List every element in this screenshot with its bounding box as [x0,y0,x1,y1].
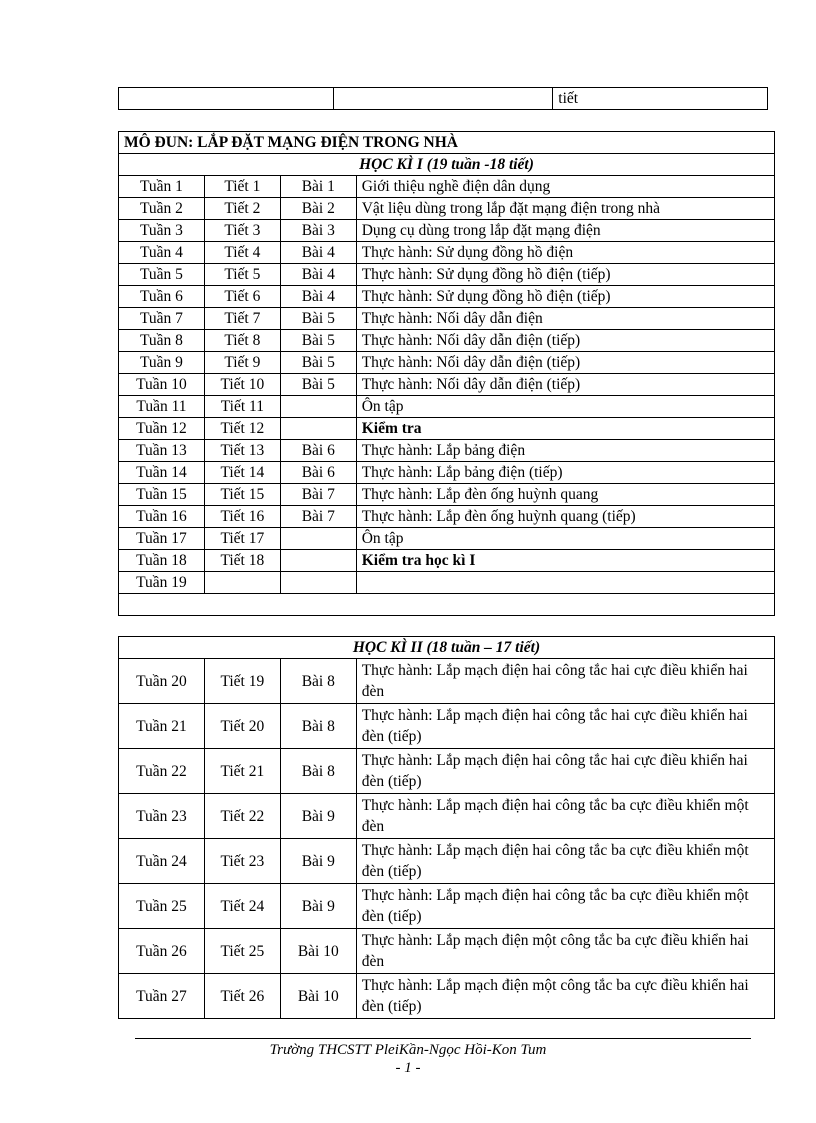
content-cell: Thực hành: Lắp bảng điện (tiếp) [356,462,774,484]
table-row [119,794,775,839]
table-row [119,462,775,484]
lesson-cell: Bài 7 [280,484,356,506]
week-cell: Tuần 12 [119,418,205,440]
table-row [119,974,775,1019]
lesson-cell: Bài 1 [280,176,356,198]
period-cell: Tiết 10 [204,374,280,396]
period-cell: Tiết 4 [204,242,280,264]
content-cell: Thực hành: Lắp mạch điện hai công tắc ba cực điều khiển một đèn [356,794,774,839]
content-cell: Giới thiệu nghề điện dân dụng [356,176,774,198]
empty-row [119,594,775,616]
period-cell: Tiết 9 [204,352,280,374]
lesson-cell: Bài 9 [280,794,356,839]
week-cell: Tuần 20 [119,659,205,704]
content-cell: Thực hành: Sử dụng đồng hồ điện (tiếp) [356,264,774,286]
week-cell: Tuần 1 [119,176,205,198]
lesson-cell: Bài 7 [280,506,356,528]
period-cell: Tiết 20 [204,704,280,749]
week-cell: Tuần 3 [119,220,205,242]
lesson-cell: Bài 3 [280,220,356,242]
lesson-cell: Bài 10 [280,929,356,974]
content-cell: Thực hành: Nối dây dẫn điện (tiếp) [356,330,774,352]
table-row [119,528,775,550]
footer-divider [135,1038,751,1039]
semester-2-body [119,659,775,1019]
table-cell [119,88,334,110]
lesson-cell [280,572,356,594]
week-cell: Tuần 9 [119,352,205,374]
period-cell: Tiết 5 [204,264,280,286]
module-title: MÔ ĐUN: LẮP ĐẶT MẠNG ĐIỆN TRONG NHÀ [119,132,775,154]
period-cell: Tiết 18 [204,550,280,572]
period-cell: Tiết 24 [204,884,280,929]
content-cell: Thực hành: Lắp mạch điện hai công tắc hai cực điều khiển hai đèn (tiếp) [356,749,774,794]
lesson-cell: Bài 6 [280,462,356,484]
table-row [119,418,775,440]
lesson-cell [280,528,356,550]
lesson-cell: Bài 2 [280,198,356,220]
content-cell: Thực hành: Lắp mạch điện hai công tắc hai cực điều khiển hai đèn (tiếp) [356,704,774,749]
week-cell: Tuần 19 [119,572,205,594]
table-row [119,839,775,884]
content-cell [356,572,774,594]
content-cell: Thực hành: Lắp mạch điện hai công tắc hai cực điều khiển hai đèn [356,659,774,704]
week-cell: Tuần 26 [119,929,205,974]
table-row [119,264,775,286]
week-cell: Tuần 13 [119,440,205,462]
week-cell: Tuần 24 [119,839,205,884]
week-cell: Tuần 8 [119,330,205,352]
lesson-cell: Bài 5 [280,330,356,352]
table-row [119,396,775,418]
week-cell: Tuần 10 [119,374,205,396]
week-cell: Tuần 27 [119,974,205,1019]
table-row [119,484,775,506]
week-cell: Tuần 11 [119,396,205,418]
lesson-cell: Bài 4 [280,264,356,286]
lesson-cell: Bài 8 [280,749,356,794]
table-row [119,88,768,110]
content-cell: Thực hành: Lắp mạch điện hai công tắc ba cực điều khiển một đèn (tiếp) [356,839,774,884]
week-cell: Tuần 23 [119,794,205,839]
lesson-cell [280,550,356,572]
semester-title-row [119,637,775,659]
footer-school: Trường THCSTT PleiKần-Ngọc Hồi-Kon Tum [269,1042,547,1058]
week-cell: Tuần 4 [119,242,205,264]
content-cell: Thực hành: Nối dây dẫn điện (tiếp) [356,374,774,396]
module-title-row [119,132,775,154]
content-cell: Thực hành: Lắp mạch điện hai công tắc ba cực điều khiển một đèn (tiếp) [356,884,774,929]
content-cell: Thực hành: Lắp mạch điện một công tắc ba cực điều khiển hai đèn (tiếp) [356,974,774,1019]
period-cell [204,572,280,594]
lesson-cell: Bài 6 [280,440,356,462]
empty-cell [119,594,775,616]
semester-1-body [119,176,775,594]
content-cell: Thực hành: Lắp bảng điện [356,440,774,462]
table-row [119,659,775,704]
table-cell: tiết [553,88,768,110]
lesson-cell [280,396,356,418]
previous-table-fragment [118,87,768,110]
lesson-cell: Bài 10 [280,974,356,1019]
content-cell: Ôn tập [356,396,774,418]
content-cell: Thực hành: Nối dây dẫn điện (tiếp) [356,352,774,374]
period-cell: Tiết 19 [204,659,280,704]
period-cell: Tiết 16 [204,506,280,528]
week-cell: Tuần 16 [119,506,205,528]
table-row [119,929,775,974]
content-cell: Thực hành: Lắp đèn ống huỳnh quang [356,484,774,506]
table-row [119,308,775,330]
content-cell: Thực hành: Sử dụng đồng hồ điện (tiếp) [356,286,774,308]
period-cell: Tiết 14 [204,462,280,484]
table-row [119,352,775,374]
week-cell: Tuần 25 [119,884,205,929]
table-row [119,374,775,396]
semester-1-table [118,131,775,616]
semester-1-title: HỌC KÌ I (19 tuần -18 tiết) [119,154,775,176]
semester-title-row [119,154,775,176]
table-row [119,550,775,572]
week-cell: Tuần 2 [119,198,205,220]
week-cell: Tuần 5 [119,264,205,286]
period-cell: Tiết 17 [204,528,280,550]
table-row [119,220,775,242]
table-row [119,884,775,929]
table-row [119,704,775,749]
content-cell: Thực hành: Sử dụng đồng hồ điện [356,242,774,264]
period-cell: Tiết 21 [204,749,280,794]
period-cell: Tiết 26 [204,974,280,1019]
period-cell: Tiết 3 [204,220,280,242]
period-cell: Tiết 2 [204,198,280,220]
lesson-cell: Bài 5 [280,352,356,374]
period-cell: Tiết 23 [204,839,280,884]
table-cell [333,88,553,110]
content-cell: Ôn tập [356,528,774,550]
period-cell: Tiết 13 [204,440,280,462]
table-row [119,440,775,462]
lesson-cell: Bài 4 [280,286,356,308]
week-cell: Tuần 18 [119,550,205,572]
table-row [119,286,775,308]
table-row [119,176,775,198]
table-row [119,749,775,794]
week-cell: Tuần 15 [119,484,205,506]
week-cell: Tuần 17 [119,528,205,550]
content-cell: Thực hành: Lắp mạch điện một công tắc ba cực điều khiển hai đèn [356,929,774,974]
lesson-cell: Bài 9 [280,839,356,884]
week-cell: Tuần 6 [119,286,205,308]
table-row [119,506,775,528]
period-cell: Tiết 25 [204,929,280,974]
content-cell: Kiểm tra [356,418,774,440]
lesson-cell: Bài 8 [280,704,356,749]
week-cell: Tuần 21 [119,704,205,749]
lesson-cell [280,418,356,440]
lesson-cell: Bài 4 [280,242,356,264]
content-cell: Vật liệu dùng trong lắp đặt mạng điện trong nhà [356,198,774,220]
table-row [119,330,775,352]
period-cell: Tiết 22 [204,794,280,839]
content-cell: Kiểm tra học kì I [356,550,774,572]
week-cell: Tuần 22 [119,749,205,794]
period-cell: Tiết 1 [204,176,280,198]
lesson-cell: Bài 8 [280,659,356,704]
content-cell: Thực hành: Nối dây dẫn điện [356,308,774,330]
lesson-cell: Bài 5 [280,308,356,330]
table-row [119,572,775,594]
period-cell: Tiết 8 [204,330,280,352]
week-cell: Tuần 14 [119,462,205,484]
lesson-cell: Bài 9 [280,884,356,929]
table-row [119,242,775,264]
period-cell: Tiết 12 [204,418,280,440]
week-cell: Tuần 7 [119,308,205,330]
lesson-cell: Bài 5 [280,374,356,396]
semester-2-title: HỌC KÌ II (18 tuần – 17 tiết) [119,637,775,659]
page-number: - 1 - [395,1060,421,1076]
period-cell: Tiết 6 [204,286,280,308]
table-row [119,198,775,220]
period-cell: Tiết 11 [204,396,280,418]
period-cell: Tiết 15 [204,484,280,506]
content-cell: Dụng cụ dùng trong lắp đặt mạng điện [356,220,774,242]
period-cell: Tiết 7 [204,308,280,330]
semester-2-table [118,636,775,1019]
content-cell: Thực hành: Lắp đèn ống huỳnh quang (tiếp) [356,506,774,528]
